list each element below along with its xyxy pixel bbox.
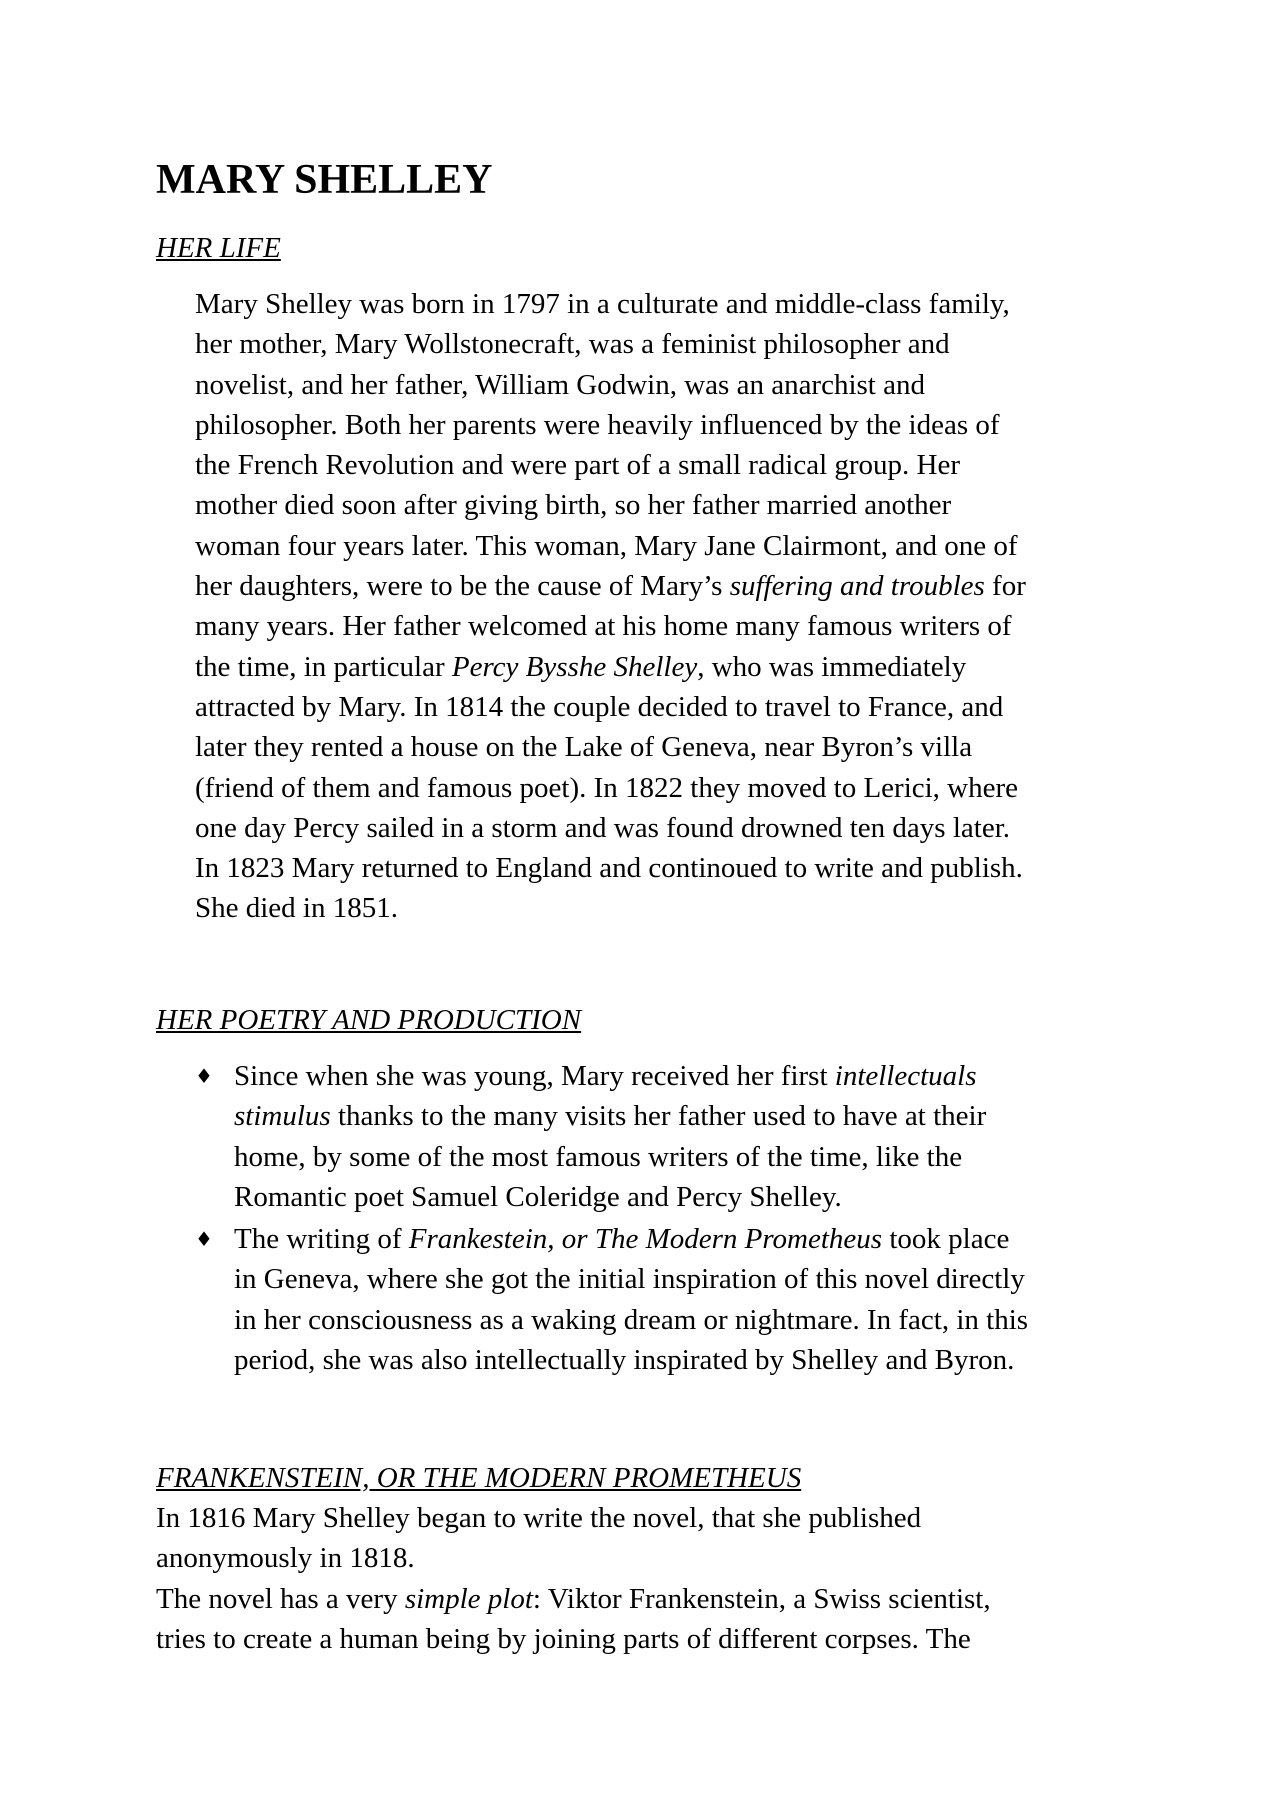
text-line: Since when she was young, Mary received her first intellectuals: [234, 1060, 977, 1092]
diamond-bullet-icon: ♦: [195, 1064, 213, 1088]
diamond-bullet-icon: ♦: [195, 1227, 213, 1252]
text-line: her mother, Mary Wollstonecraft, was a feminist philosopher and: [195, 328, 950, 361]
text-line: her daughters, were to be the cause of Mary’s suffering and troubles for: [195, 570, 1026, 603]
emphasis: simple plot: [404, 1582, 533, 1615]
text-line: home, by some of the most famous writers of the time, like the: [234, 1140, 963, 1173]
section-heading-her-life: HER LIFE: [156, 232, 281, 264]
text-line: many years. Her father welcomed at his home many famous writers of: [195, 610, 1012, 643]
production-bullet-list: [195, 1056, 1028, 1380]
text-line: In 1816 Mary Shelley began to write the novel, that she published: [156, 1502, 922, 1534]
text-line: novelist, and her father, William Godwin, was an anarchist and: [195, 368, 925, 401]
bullet-text: [234, 1056, 1028, 1217]
text-line: Romantic poet Samuel Coleridge and Percy Shelley.: [234, 1180, 842, 1213]
text-line: woman four years later. This woman, Mary Jane Clairmont, and one of: [195, 529, 1018, 562]
emphasis: intellectuals: [834, 1060, 977, 1092]
text-line: mother died soon after giving birth, so her father married another: [195, 489, 952, 522]
section-heading-frankenstein: FRANKENSTEIN, OR THE MODERN PROMETHEUS: [156, 1462, 802, 1494]
text-line: The novel has a very simple plot: Viktor Frankenstein, a Swiss scientist,: [156, 1582, 991, 1615]
her-life-paragraph: [195, 284, 1026, 929]
text-line: The writing of Frankestein, or The Modern Prometheus took place: [234, 1223, 1010, 1256]
emphasis: Frankestein, or The Modern Prometheus: [408, 1223, 883, 1256]
text-line: in her consciousness as a waking dream or nightmare. In fact, in this: [234, 1303, 1029, 1336]
bullet-text: [234, 1219, 1028, 1380]
text-line: She died in 1851.: [195, 892, 398, 925]
text-line: later they rented a house on the Lake of Geneva, near Byron’s villa: [195, 731, 973, 764]
list-item: [195, 1056, 1028, 1217]
text-line: Mary Shelley was born in 1797 in a culturate and middle-class family,: [195, 288, 1010, 320]
emphasis: stimulus: [234, 1100, 331, 1133]
text-line: philosopher. Both her parents were heavily influenced by the ideas of: [195, 408, 1000, 441]
frankenstein-paragraph: [156, 1498, 991, 1659]
text-line: (friend of them and famous poet). In 1822 they moved to Lerici, where: [195, 771, 1019, 804]
text-line: the time, in particular Percy Bysshe Shelley, who was immediately: [195, 650, 967, 683]
text-line: In 1823 Mary returned to England and continoued to write and publish.: [195, 852, 1023, 885]
section-heading-poetry-production: HER POETRY AND PRODUCTION: [156, 1004, 582, 1036]
text-line: in Geneva, where she got the initial inspiration of this novel directly: [234, 1263, 1025, 1296]
text-line: the French Revolution and were part of a small radical group. Her: [195, 449, 961, 482]
text-line: anonymously in 1818.: [156, 1542, 415, 1575]
text-line: one day Percy sailed in a storm and was found drowned ten days later.: [195, 811, 1011, 844]
page-title: MARY SHELLEY: [156, 157, 493, 203]
text-line: attracted by Mary. In 1814 the couple decided to travel to France, and: [195, 690, 1004, 723]
text-line: stimulus thanks to the many visits her father used to have at their: [234, 1100, 987, 1133]
list-item: [195, 1219, 1028, 1380]
text-line: tries to create a human being by joining parts of different corpses. The: [156, 1622, 971, 1655]
emphasis: suffering and troubles: [729, 570, 985, 603]
text-line: period, she was also intellectually inspirated by Shelley and Byron.: [234, 1344, 1015, 1377]
emphasis: Percy Bysshe Shelley: [451, 650, 698, 683]
